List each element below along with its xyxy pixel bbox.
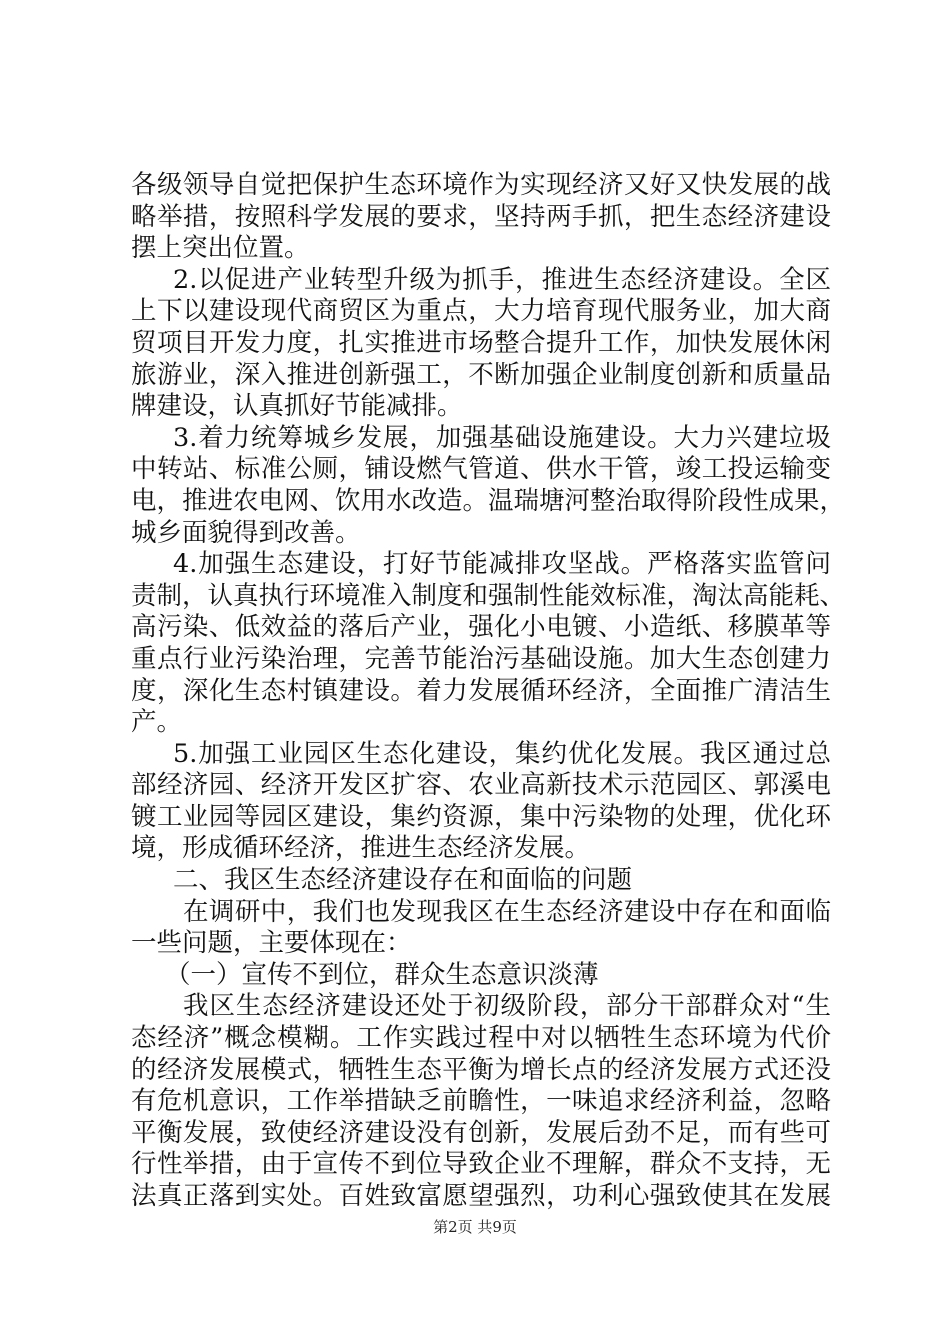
- text-line: 重点行业污染治理，完善节能治污基础设施。加大生态创建力: [131, 643, 831, 674]
- text-line: 各级领导自觉把保护生态环境作为实现经济又好又快发展的战: [131, 170, 831, 200]
- paragraph-start-line: 5.加强工业园区生态化建设，集约优化发展。我区通过总: [173, 738, 831, 769]
- subsection-heading: （一）宣传不到位，群众生态意识淡薄: [165, 959, 599, 990]
- text-line: 电，推进农电网、饮用水改造。温瑞塘河整治取得阶段性成果，: [131, 485, 846, 516]
- document-body: [131, 170, 846, 1213]
- paragraph-start-line: 我区生态经济建设还处于初级阶段，部分干部群众对“生: [183, 991, 831, 1022]
- text-line: 法真正落到实处。百姓致富愿望强烈，功利心强致使其在发展: [131, 1181, 831, 1211]
- text-line: 高污染、低效益的落后产业，强化小电镀、小造纸、移膜革等: [131, 612, 831, 643]
- paragraph-start-line: 2.以促进产业转型升级为抓手，推进生态经济建设。全区: [173, 264, 831, 295]
- paragraph-start-line: 4.加强生态建设，打好节能减排攻坚战。严格落实监管问: [173, 549, 831, 580]
- text-line: 部经济园、经济开发区扩容、农业高新技术示范园区、郭溪电: [131, 770, 831, 801]
- text-line: 贸项目开发力度，扎实推进市场整合提升工作，加快发展休闲: [131, 327, 831, 358]
- text-line: 行性举措，由于宣传不到位导致企业不理解，群众不支持，无: [131, 1149, 831, 1180]
- text-line: 产。: [131, 707, 183, 738]
- text-line: 一些问题，主要体现在：: [131, 928, 412, 959]
- text-line: 的经济发展模式，牺牲生态平衡为增长点的经济发展方式还没: [131, 1054, 831, 1085]
- text-line: 旅游业，深入推进创新强工，不断加强企业制度创新和质量品: [131, 359, 831, 390]
- page-footer: 第2页 共9页: [433, 1218, 517, 1236]
- text-line: 度，深化生态村镇建设。着力发展循环经济，全面推广清洁生: [131, 675, 831, 706]
- paragraph-start-line: 在调研中，我们也发现我区在生态经济建设中存在和面临: [183, 896, 831, 927]
- section-heading: 二、我区生态经济建设存在和面临的问题: [173, 865, 633, 896]
- paragraph-start-line: 3.着力统筹城乡发展，加强基础设施建设。大力兴建垃圾: [173, 422, 831, 453]
- text-line: 平衡发展，致使经济建设没有创新，发展后劲不足，而有些可: [131, 1117, 831, 1148]
- text-line: 有危机意识，工作举措缺乏前瞻性，一味追求经济利益，忽略: [131, 1086, 831, 1117]
- text-line: 中转站、标准公厕，铺设燃气管道、供水干管，竣工投运输变: [131, 454, 831, 485]
- text-line: 摆上突出位置。: [131, 233, 310, 264]
- text-line: 境，形成循环经济，推进生态经济发展。: [131, 833, 591, 864]
- text-line: 城乡面貌得到改善。: [131, 517, 361, 548]
- text-line: 态经济”概念模糊。工作实践过程中对以牺牲生态环境为代价: [131, 1023, 831, 1054]
- text-line: 责制，认真执行环境准入制度和强制性能效标准，淘汰高能耗、: [131, 580, 846, 611]
- text-line: 略举措，按照科学发展的要求，坚持两手抓，把生态经济建设: [131, 201, 831, 232]
- text-line: 上下以建设现代商贸区为重点，大力培育现代服务业，加大商: [131, 296, 831, 327]
- text-line: 镀工业园等园区建设，集约资源，集中污染物的处理，优化环: [131, 801, 831, 832]
- text-line: 牌建设，认真抓好节能减排。: [131, 391, 463, 422]
